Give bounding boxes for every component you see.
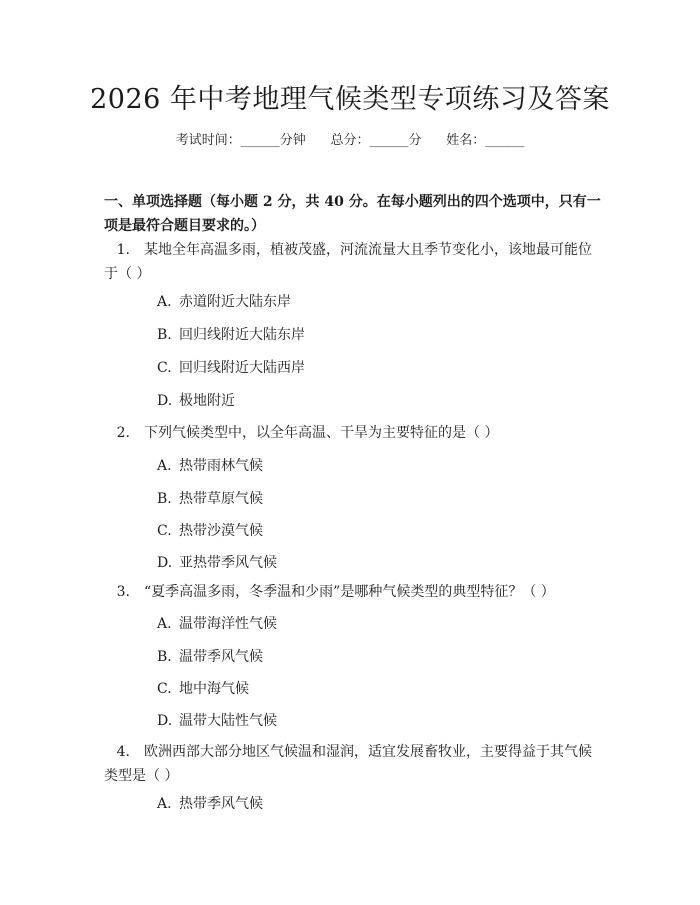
option-letter: B. <box>157 649 172 665</box>
question-1 <box>104 238 602 286</box>
question-number: 3. <box>116 584 130 600</box>
option-text: 热带季风气候 <box>179 796 263 812</box>
question-number: 1. <box>116 242 130 258</box>
option-text: 回归线附近大陆东岸 <box>179 327 305 343</box>
question-text: “夏季高温多雨，冬季温和少雨”是哪种气候类型的典型特征？（ ） <box>144 584 555 600</box>
option-text: 温带季风气候 <box>179 649 263 665</box>
option-letter: C. <box>157 523 172 539</box>
question-number: 2. <box>116 425 130 441</box>
option-text: 热带雨林气候 <box>179 458 263 474</box>
section-heading: 一、单项选择题（每小题 2 分，共 40 分。在每小题列出的四个选项中，只有一项是最符合题目要求的。） <box>104 194 601 234</box>
option-letter: C. <box>157 681 172 697</box>
option-text: 热带沙漠气候 <box>179 523 263 539</box>
question-2 <box>104 421 602 445</box>
option-letter: C. <box>157 360 172 376</box>
option-text: 极地附近 <box>179 393 235 409</box>
option-letter: A. <box>157 294 172 310</box>
option-text: 温带大陆性气候 <box>179 713 277 729</box>
option-3b[interactable] <box>157 645 263 669</box>
option-text: 温带海洋性气候 <box>179 616 277 632</box>
option-letter: A. <box>157 796 172 812</box>
option-letter: B. <box>157 327 172 343</box>
option-text: 赤道附近大陆东岸 <box>179 294 291 310</box>
question-text: 欧洲西部大部分地区气候温和湿润，适宜发展畜牧业，主要得益于其气候类型是（ ） <box>104 744 592 784</box>
option-1c[interactable] <box>157 356 305 380</box>
option-text: 热带草原气候 <box>179 491 263 507</box>
option-1b[interactable] <box>157 323 305 347</box>
option-2d[interactable] <box>157 551 277 575</box>
option-text: 地中海气候 <box>179 681 249 697</box>
option-text: 回归线附近大陆西岸 <box>179 360 305 376</box>
option-1d[interactable] <box>157 389 235 413</box>
option-letter: D. <box>157 555 173 571</box>
exam-info-line: 考试时间：______分钟 总分：______分 姓名：______ <box>175 133 525 148</box>
question-4 <box>104 740 602 788</box>
option-2a[interactable] <box>157 454 263 478</box>
option-3a[interactable] <box>157 612 277 636</box>
option-letter: D. <box>157 393 173 409</box>
option-letter: D. <box>157 713 173 729</box>
option-4a[interactable] <box>157 792 263 816</box>
option-2b[interactable] <box>157 487 263 511</box>
option-letter: A. <box>157 616 172 632</box>
question-text: 某地全年高温多雨，植被茂盛，河流流量大且季节变化小，该地最可能位于（ ） <box>104 242 592 282</box>
option-3c[interactable] <box>157 677 249 701</box>
page-title: 2026 年中考地理气候类型专项练习及答案 <box>90 84 610 115</box>
option-1a[interactable] <box>157 290 291 314</box>
question-number: 4. <box>116 744 130 760</box>
option-letter: B. <box>157 491 172 507</box>
option-2c[interactable] <box>157 519 263 543</box>
option-text: 亚热带季风气候 <box>179 555 277 571</box>
question-text: 下列气候类型中，以全年高温、干旱为主要特征的是（ ） <box>144 425 499 441</box>
option-3d[interactable] <box>157 709 277 733</box>
question-3 <box>104 580 602 604</box>
option-letter: A. <box>157 458 172 474</box>
